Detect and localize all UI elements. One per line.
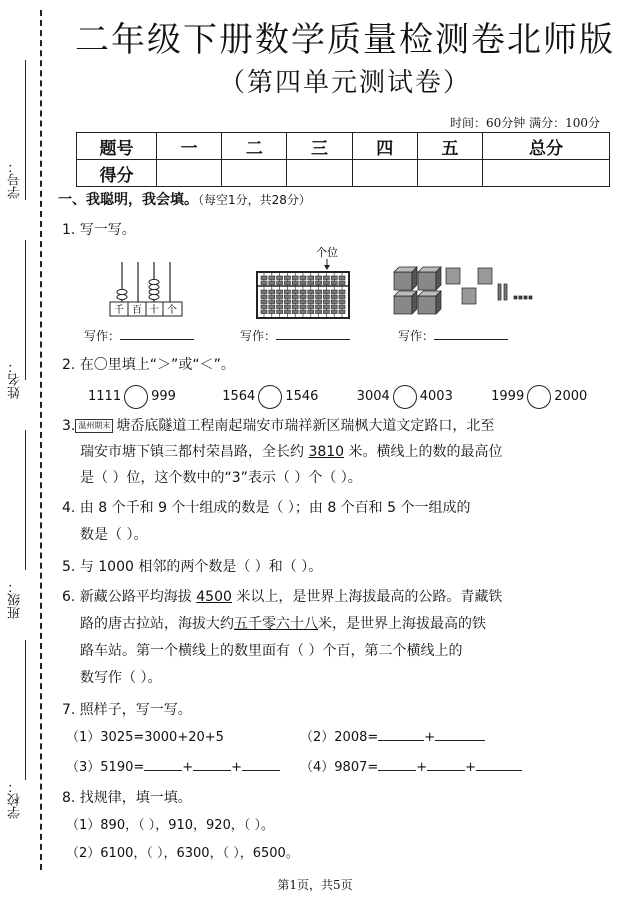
suanpan-bead	[300, 281, 306, 285]
q8-line1: （1）890，（ ），910，920，（ ）。	[66, 818, 274, 833]
q6-line3: 路车站。第一个横线上的数里面有（ ）个百，第二个横线上的	[80, 643, 463, 659]
suanpan-bead	[284, 281, 290, 285]
unit-cube	[524, 296, 527, 299]
compare-right: 4003	[419, 389, 453, 404]
suanpan-bead	[316, 290, 322, 294]
q7-blank[interactable]	[427, 770, 465, 771]
score-cell[interactable]	[352, 160, 417, 187]
plus-sign: +	[465, 760, 477, 775]
section1-heading-text: 一、我聪明，我会填。	[58, 192, 198, 208]
suanpan-bead	[331, 276, 337, 280]
hundred-flat	[462, 288, 476, 304]
suanpan-bead	[308, 281, 314, 285]
score-header-cell: 一	[157, 133, 222, 160]
writing-blank[interactable]	[120, 339, 194, 340]
suanpan-bead	[308, 295, 314, 299]
compare-left: 1999	[491, 389, 525, 404]
suanpan-bead	[331, 295, 337, 299]
suanpan-bead	[269, 276, 275, 280]
score-header-cell: 五	[417, 133, 482, 160]
abacus-label-thousand: 千	[114, 305, 124, 316]
score-header-cell: 二	[222, 133, 287, 160]
q7-blank[interactable]	[242, 770, 280, 771]
q6-text: 米，是世界上海拔最高的铁	[318, 616, 486, 632]
suanpan-bead	[284, 305, 290, 309]
score-header-cell: 题号	[77, 133, 157, 160]
suanpan-bead	[339, 276, 345, 280]
suanpan-bead	[277, 300, 283, 304]
hundred-flat	[446, 268, 460, 284]
page-title: 二年级下册数学质量检测卷北师版	[75, 20, 615, 60]
compare-right: 999	[151, 389, 176, 404]
suanpan-bead	[261, 300, 267, 304]
ten-rod	[498, 284, 501, 300]
thousand-cube	[418, 296, 436, 314]
q6-text: 6. 新藏公路平均海拔	[62, 589, 197, 605]
suanpan-bead	[292, 310, 298, 314]
name-blank[interactable]	[25, 240, 26, 380]
student-id-blank[interactable]	[25, 60, 26, 200]
suanpan-bead	[284, 295, 290, 299]
unit-cube	[529, 296, 532, 299]
score-table	[76, 132, 610, 187]
suanpan-bead	[300, 276, 306, 280]
suanpan-bead	[261, 295, 267, 299]
compare-left: 3004	[356, 389, 390, 404]
suanpan-figure	[255, 246, 351, 322]
q7-blank[interactable]	[193, 770, 231, 771]
score-header-cell: 总分	[483, 133, 610, 160]
q7-expression: （3）5190=	[66, 760, 145, 775]
suanpan-bead	[277, 281, 283, 285]
page-footer: 第1页，共5页	[277, 878, 353, 892]
suanpan-bead	[316, 300, 322, 304]
suanpan-bead	[308, 276, 314, 280]
q3-text: 米。横线上的数的最高位	[344, 444, 503, 460]
q1-writing-2	[240, 327, 350, 344]
thousand-cube	[418, 272, 436, 290]
q8-line2: （2）6100，（ ），6300，（ ），6500。	[66, 846, 299, 861]
q6-line1	[62, 583, 502, 611]
suanpan-bead	[292, 290, 298, 294]
base-ten-blocks-figure	[390, 262, 550, 318]
suanpan-bead	[269, 290, 275, 294]
suanpan-bead	[323, 305, 329, 309]
student-id-label: 学号：	[8, 160, 23, 199]
suanpan-bead	[277, 305, 283, 309]
suanpan-bead	[323, 300, 329, 304]
q7-blank[interactable]	[378, 770, 416, 771]
suanpan-ones-label: 个位	[316, 246, 338, 259]
suanpan-bead	[300, 310, 306, 314]
q6-underlined-number: 五千零六十八	[234, 616, 318, 632]
page-subtitle: （第四单元测试卷）	[218, 68, 471, 98]
suanpan-bead	[316, 305, 322, 309]
suanpan-bead	[316, 276, 322, 280]
thousand-cube	[394, 272, 412, 290]
plus-sign: +	[231, 760, 243, 775]
suanpan-bead	[308, 290, 314, 294]
q1-text: 1. 写一写。	[62, 222, 136, 238]
q2-text: 2. 在〇里填上“＞”或“＜”。	[62, 357, 235, 373]
school-blank[interactable]	[25, 640, 26, 780]
suanpan-bead	[261, 305, 267, 309]
q3-text: 瑞安市塘下镇三都村荣昌路，全长约	[80, 444, 309, 460]
q6-text: 路的唐古拉站，海拔大约	[80, 616, 234, 632]
compare-circle[interactable]	[124, 385, 148, 409]
section1-note: （每空1分，共28分）	[198, 193, 311, 207]
score-header-cell: 三	[287, 133, 352, 160]
q7-text: 7. 照样子，写一写。	[62, 702, 192, 718]
suanpan-bead	[331, 290, 337, 294]
unit-cube	[514, 296, 517, 299]
score-table-score-row	[77, 160, 610, 187]
q3-underlined-number: 3810	[308, 444, 345, 460]
suanpan-bead	[339, 281, 345, 285]
q8-text: 8. 找规律，填一填。	[62, 790, 192, 806]
suanpan-bead	[292, 276, 298, 280]
suanpan-bead	[339, 305, 345, 309]
score-header-cell: 四	[352, 133, 417, 160]
class-label: 班级：	[8, 580, 23, 619]
q3-line2	[80, 438, 503, 466]
abacus-label-one: 个	[167, 305, 177, 316]
suanpan-bead	[269, 305, 275, 309]
suanpan-bead	[316, 295, 322, 299]
suanpan-bead	[261, 310, 267, 314]
section1-heading	[58, 186, 311, 214]
suanpan-bead	[323, 276, 329, 280]
suanpan-bead	[292, 305, 298, 309]
q7-example: （1）3025=3000+20+5	[66, 730, 224, 745]
suanpan-bead	[300, 295, 306, 299]
suanpan-bead	[339, 310, 345, 314]
suanpan-bead	[269, 281, 275, 285]
unit-cube	[519, 296, 522, 299]
suanpan-bead	[277, 276, 283, 280]
compare-right: 1546	[285, 389, 319, 404]
q7-expression: （4）9807=	[300, 760, 379, 775]
suanpan-bead	[331, 310, 337, 314]
q7-blank[interactable]	[378, 740, 424, 741]
q5-text: 5. 与 1000 相邻的两个数是（ ）和（ ）。	[62, 559, 323, 575]
suanpan-bead	[292, 300, 298, 304]
suanpan-bead	[300, 290, 306, 294]
q7-expression: （2）2008=	[300, 730, 379, 745]
ten-rod	[504, 284, 507, 300]
compare-circle[interactable]	[527, 385, 551, 409]
plus-sign: +	[424, 730, 436, 745]
q4-line2: 数是（ ）。	[80, 527, 148, 543]
compare-left: 1564	[222, 389, 256, 404]
writing-blank[interactable]	[276, 339, 350, 340]
suanpan-bead	[323, 281, 329, 285]
q3-badge: 温州期末	[75, 419, 113, 433]
writing-blank[interactable]	[434, 339, 508, 340]
class-blank[interactable]	[25, 430, 26, 570]
suanpan-bead	[316, 281, 322, 285]
score-table-header-row	[77, 133, 610, 160]
score-cell[interactable]	[483, 160, 610, 187]
suanpan-bead	[284, 290, 290, 294]
suanpan-bead	[323, 290, 329, 294]
q3-text: 塘岙底隧道工程南起瑞安市瑞祥新区瑞枫大道文定路口，北至	[116, 418, 495, 434]
suanpan-bead	[300, 300, 306, 304]
thousand-cube	[394, 296, 412, 314]
score-row-label: 得分	[77, 160, 157, 187]
q7-item-4	[300, 754, 522, 782]
school-label: 学校：	[8, 780, 23, 819]
suanpan-bead	[277, 310, 283, 314]
q3-line3: 是（ ）位，这个数中的“3”表示（ ）个（ ）。	[80, 470, 362, 486]
suanpan-bead	[284, 310, 290, 314]
suanpan-bead	[323, 310, 329, 314]
q3-line1	[62, 412, 494, 440]
compare-right: 2000	[554, 389, 588, 404]
name-label: 姓名：	[8, 360, 23, 399]
score-cell[interactable]	[417, 160, 482, 187]
abacus-label-hundred: 百	[132, 305, 142, 316]
plus-sign: +	[416, 760, 428, 775]
suanpan-bead	[284, 276, 290, 280]
score-cell[interactable]	[222, 160, 287, 187]
q6-underlined-number: 4500	[196, 589, 232, 605]
suanpan-bead	[261, 276, 267, 280]
suanpan-bead	[300, 305, 306, 309]
q6-line4: 数写作（ ）。	[80, 670, 162, 686]
suanpan-bead	[308, 300, 314, 304]
q1-writing-3	[398, 327, 508, 344]
suanpan-bead	[316, 310, 322, 314]
compare-circle[interactable]	[258, 385, 282, 409]
writing-label: 写作：	[240, 329, 277, 343]
suanpan-bead	[261, 281, 267, 285]
score-cell[interactable]	[287, 160, 352, 187]
suanpan-bead	[269, 295, 275, 299]
abacus-label-ten: 十	[149, 305, 159, 316]
suanpan-bead	[292, 281, 298, 285]
suanpan-bead	[269, 310, 275, 314]
hundred-flat	[478, 268, 492, 284]
suanpan-bead	[277, 295, 283, 299]
suanpan-bead	[292, 295, 298, 299]
q4-line1: 4. 由 8 个千和 9 个十组成的数是（ ）；由 8 个百和 5 个一组成的	[62, 500, 471, 516]
q1-writing-1	[84, 327, 194, 344]
suanpan-bead	[339, 295, 345, 299]
suanpan-bead	[308, 305, 314, 309]
plus-sign: +	[182, 760, 194, 775]
compare-circle[interactable]	[393, 385, 417, 409]
suanpan-bead	[284, 300, 290, 304]
writing-label: 写作：	[398, 329, 435, 343]
suanpan-bead	[339, 290, 345, 294]
q6-text: 米以上，是世界上海拔最高的公路。青藏铁	[231, 589, 503, 605]
score-cell[interactable]	[157, 160, 222, 187]
suanpan-bead	[331, 300, 337, 304]
q2-compare-row	[88, 383, 587, 411]
suanpan-bead	[339, 300, 345, 304]
suanpan-bead	[277, 290, 283, 294]
q7-item-2	[300, 724, 485, 752]
q3-number: 3.	[62, 418, 76, 434]
q7-item-3	[66, 754, 280, 782]
suanpan-bead	[331, 281, 337, 285]
time-info: 时间：60分钟 满分：100分	[450, 116, 600, 130]
q7-blank[interactable]	[435, 740, 485, 741]
q6-line2	[80, 610, 486, 638]
q7-blank[interactable]	[144, 770, 182, 771]
binding-line	[40, 10, 42, 870]
compare-left: 1111	[88, 389, 122, 404]
q7-blank[interactable]	[476, 770, 522, 771]
suanpan-bead	[323, 295, 329, 299]
suanpan-bead	[331, 305, 337, 309]
suanpan-bead	[269, 300, 275, 304]
writing-label: 写作：	[84, 329, 121, 343]
suanpan-bead	[261, 290, 267, 294]
abacus-figure	[108, 258, 184, 320]
suanpan-bead	[308, 310, 314, 314]
